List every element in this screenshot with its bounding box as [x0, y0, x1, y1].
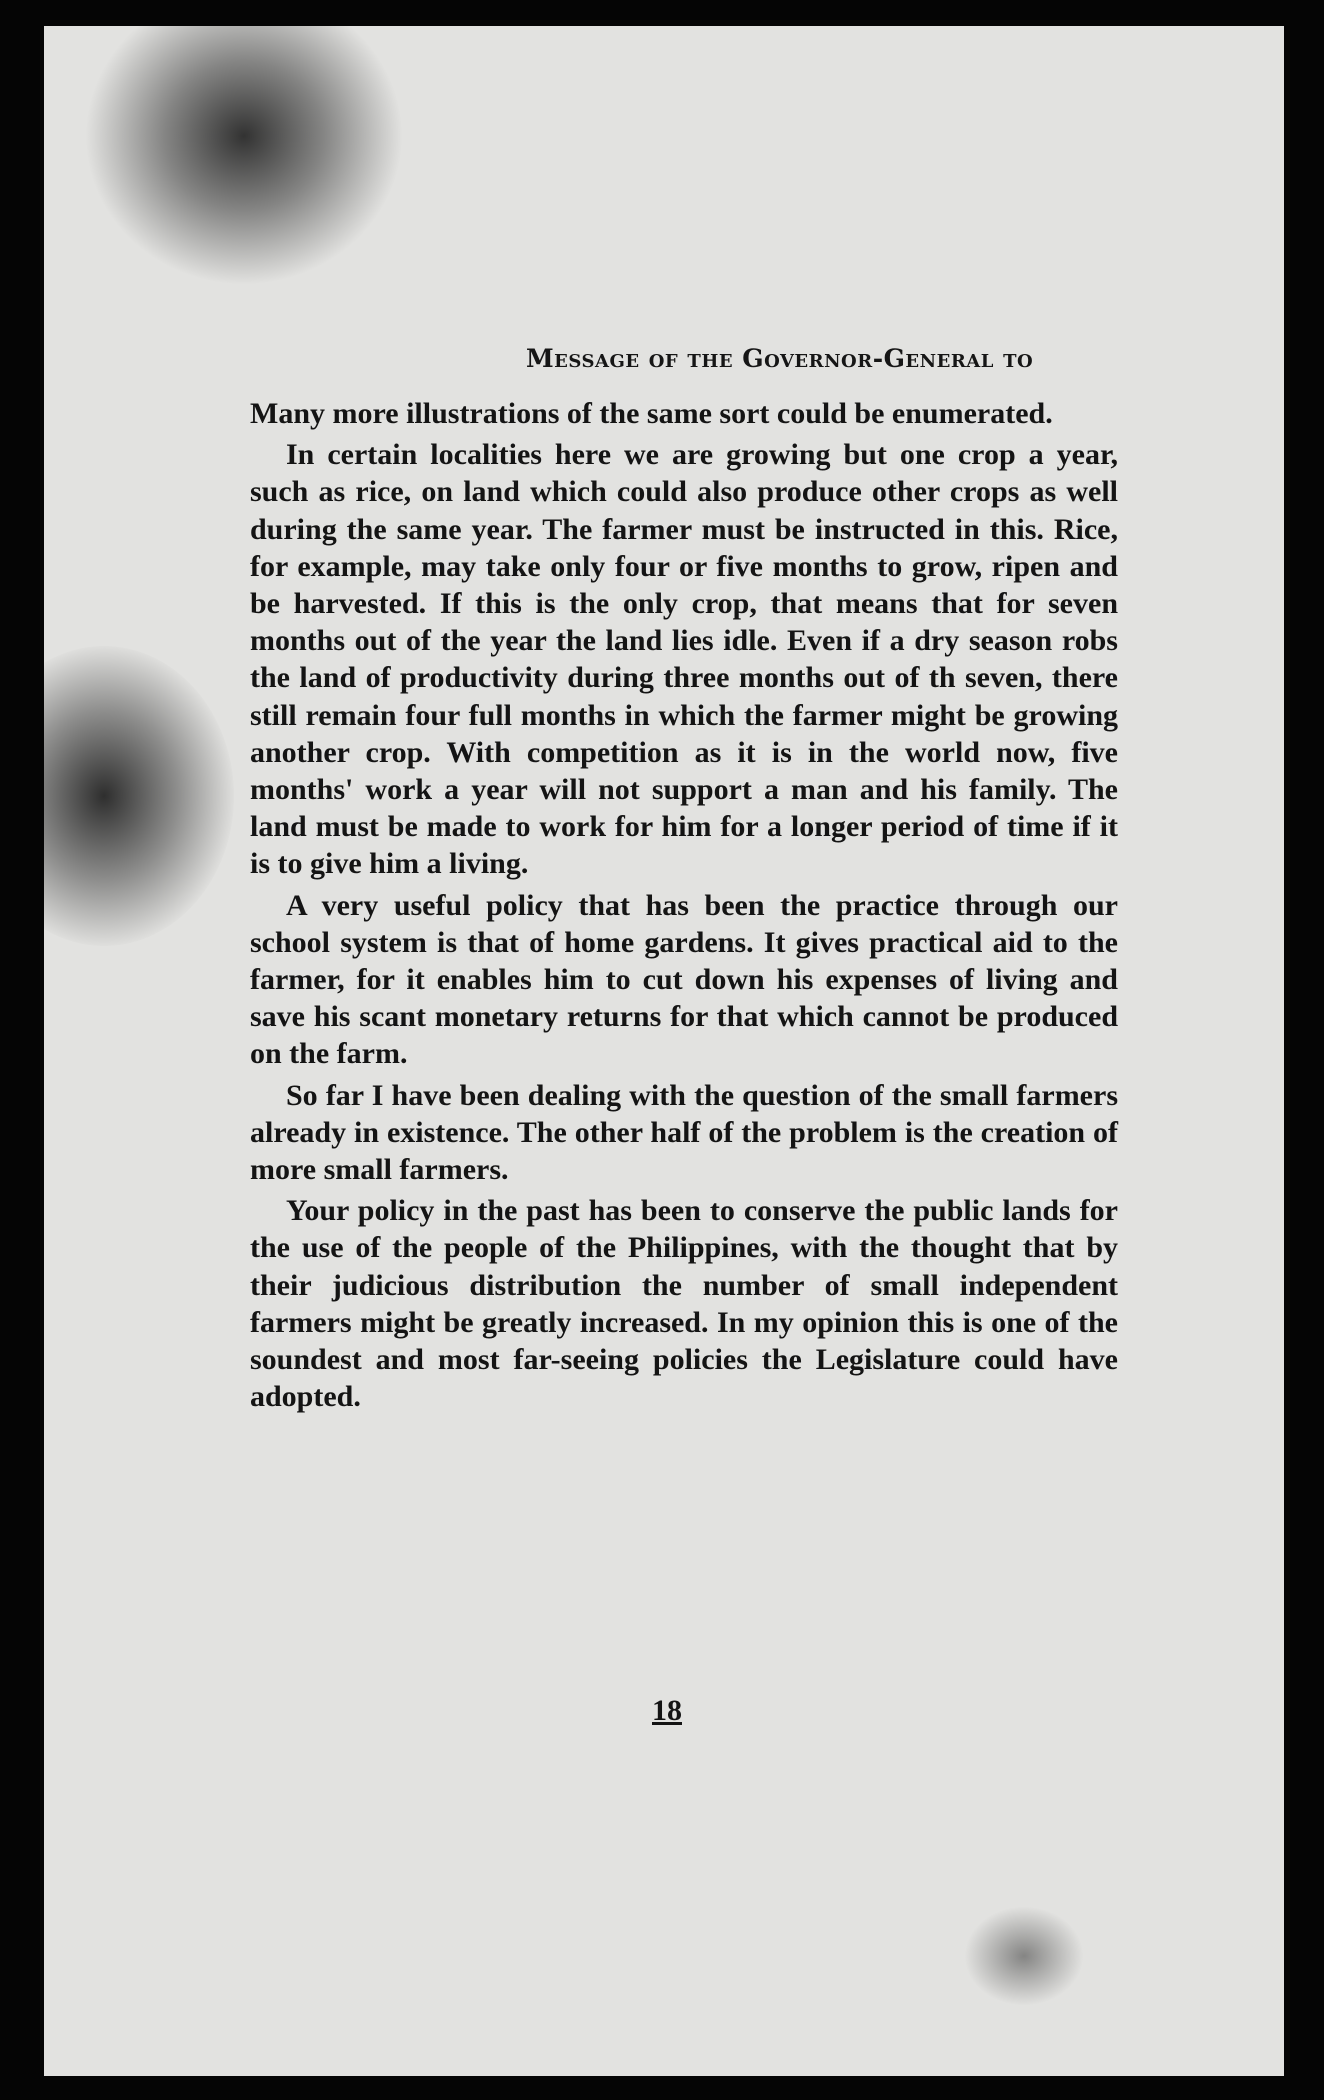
paragraph-4: So far I have been dealing with the question of the small farmers already in existence. The other half of the problem is the creation of more small farmers. — [250, 1078, 1118, 1187]
ink-smudge-left — [44, 646, 234, 946]
paragraph-1: Many more illustrations of the same sort could be enumerated. — [250, 397, 1053, 430]
paragraph-2: In certain localities here we are growing but one crop a year, such as rice, on land which could also produce other crops as well during the same year. The farmer must be instructed in this. Rice, for example, may take only four or five months to grow, ripen and be harvested. If this is the only crop, that means that for seven months out of the year the land lies idle. Even if a dry season robs the land of productivity during three months out of th seven, there still remain four full months in which the farmer might be growing another crop. With competition as it is in the world now, five months' work a year will not support a man and his family. The land must be made to work for him for a longer period of time if it is to give him a living. — [250, 438, 1118, 881]
ink-smudge-bottom — [964, 1906, 1084, 2006]
running-head: Message of the Governor-General to — [526, 344, 1034, 373]
ink-smudge-top — [84, 26, 404, 286]
paragraph-3: A very useful policy that has been the practice through our school system is that of home gardens. It gives practical aid to the farmer, for it enables him to cut down his expenses of living and save his scant monetary returns for that which cannot be produced on the farm. — [250, 888, 1118, 1071]
body-text — [250, 395, 1118, 1415]
page-number: 18 — [652, 1694, 682, 1727]
paragraph-5: Your policy in the past has been to conserve the public lands for the use of the people of the Philippines, with the thought that by their judicious distribution the number of small independent farmers might be greatly increased. In my opinion this is one of the soundest and most far-seeing policies the Legislature could have adopted. — [250, 1194, 1118, 1414]
